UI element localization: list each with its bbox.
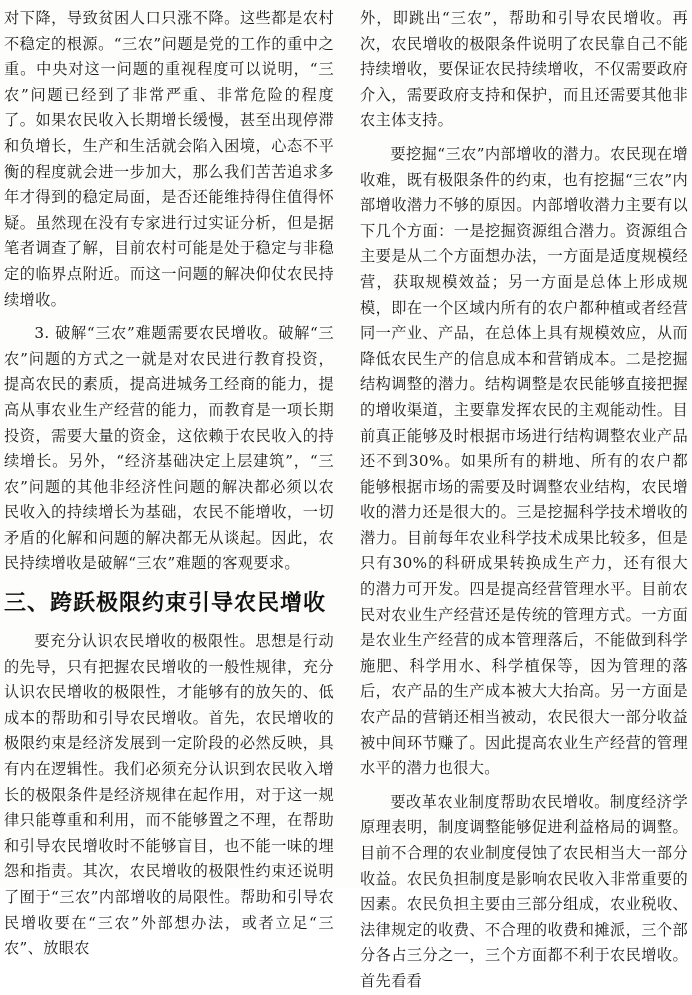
right-column bbox=[360, 6, 688, 995]
paragraph-income-limits: 要充分认识农民增收的极限性。思想是行动的先导，只有把握农民增收的一般性规律，充分认识农民增收的极限性，才能够有的放矢的、低成本的帮助和引导农民增收。首先，农民增收的极限约束是经济发展到一定阶段的必然反映，具有内在逻辑性。我们必须充分认识到农民收入增长的极限条件是经济规律在起作用，对于这一规律只能尊重和利用，而不能够置之不理，在帮助和引导农民增收时不能够盲目，也不能一味的埋怨和指责。其次，农民增收的极限性约束还说明了囿于“三农”内部增收的局限性。帮助和引导农民增收要在“三农”外部想办法，或者立足“三农”、放眼农 bbox=[4, 632, 334, 958]
paragraph-rural-stability: 对下降，导致贫困人口只涨不降。这些都是农村不稳定的根源。“三农”问题是党的工作的重中之重。中央对这一问题的重视程度可以说明，“三农”问题已经到了非常严重、非常危险的程度了。如果农民收入长期增长缓慢，甚至出现停滞和负增长，生产和生活就会陷入困境，心态不平衡的程度就会进一步加大，那么我们苦苦追求多年才得到的稳定局面，是否还能维持得住值得怀疑。虽然现在没有专家进行过实证分析，但是据笔者调查了解，目前农村可能是处于稳定与非稳定的临界点附近。而这一问题的解决仰仗农民持续增收。 bbox=[4, 9, 334, 309]
paragraph-institutional-reform: 要改革农业制度帮助农民增收。制度经济学原理表明，制度调整能够促进利益格局的调整。目前不合理的农业制度侵蚀了农民相当大一部分收益。农民负担制度是影响农民收入非常重要的因素。农民负担主要由三部分组成，农业税收、法律规定的收费、不合理的收费和摊派，三个部分各占三分之一，三个方面都不利于农民增收。首先看看 bbox=[360, 792, 688, 990]
section-heading: 三、跨跃极限约束引导农民增收 bbox=[4, 591, 327, 617]
paragraph-jump-out-of-three-rural: 外，即跳出“三农”，帮助和引导农民增收。再次，农民增收的极限条件说明了农民靠自己不能持续增收，要保证农民持续增收，不仅需要政府介入，需要政府支持和保护，而且还需要其他非农主体支持。 bbox=[360, 9, 688, 130]
left-column bbox=[4, 6, 334, 962]
paragraph-internal-potential: 要挖掘“三农”内部增收的潜力。农民现在增收难，既有极限条件的约束，也有挖掘“三农”内部增收潜力不够的原因。内部增收潜力主要有以下几个方面：一是挖掘资源组合潜力。资源组合主要是从二个方面想办法，一方面是适度规模经营，获取规模效益；另一方面是总体上形成规模，即在一个区域内所有的农户都种植或者经营同一产业、产品，在总体上具有规模效应，从而降低农民生产的信息成本和营销成本。二是挖掘结构调整的潜力。结构调整是农民能够直接把握的增收渠道，主要靠发挥农民的主观能动性。目前真正能够及时根据市场进行结构调整农业产品还不到30%。如果所有的耕地、所有的农户都能够根据市场的需要及时调整农业结构，农民增收的潜力还是很大的。三是挖掘科学技术增收的潜力。目前每年农业科学技术成果比较多，但是只有30%的科研成果转换成生产力，还有很大的潜力可开发。四是提高经营管理水平。目前农民对农业生产经营还是传统的管理方式。一方面是农业生产经营的成本管理落后，不能做到科学施肥、科学用水、科学植保等，因为管理的落后，农产品的生产成本被大大抬高。另一方面是农产品的营销还相当被动，农民很大一部分收益被中间环节赚了。因此提高农业生产经营的管理水平的潜力也很大。 bbox=[360, 144, 688, 778]
paragraph-breaking-three-rural-issues: 3. 破解“三农”难题需要农民增收。破解“三农”问题的方式之一就是对农民进行教育投资，提高农民的素质，提高进城务工经商的能力，提高从事农业生产经营的能力，而教育是一项长期投资，需要大量的资金，这依赖于农民收入的持续增长。另外，“经济基础决定上层建筑”，“三农”问题的其他非经济性问题的解决都必须以农民收入的持续增长为基础，农民不能增收，一切矛盾的化解和问题的解决都无从谈起。因此，农民持续增收是破解“三农”难题的客观要求。 bbox=[4, 324, 334, 573]
